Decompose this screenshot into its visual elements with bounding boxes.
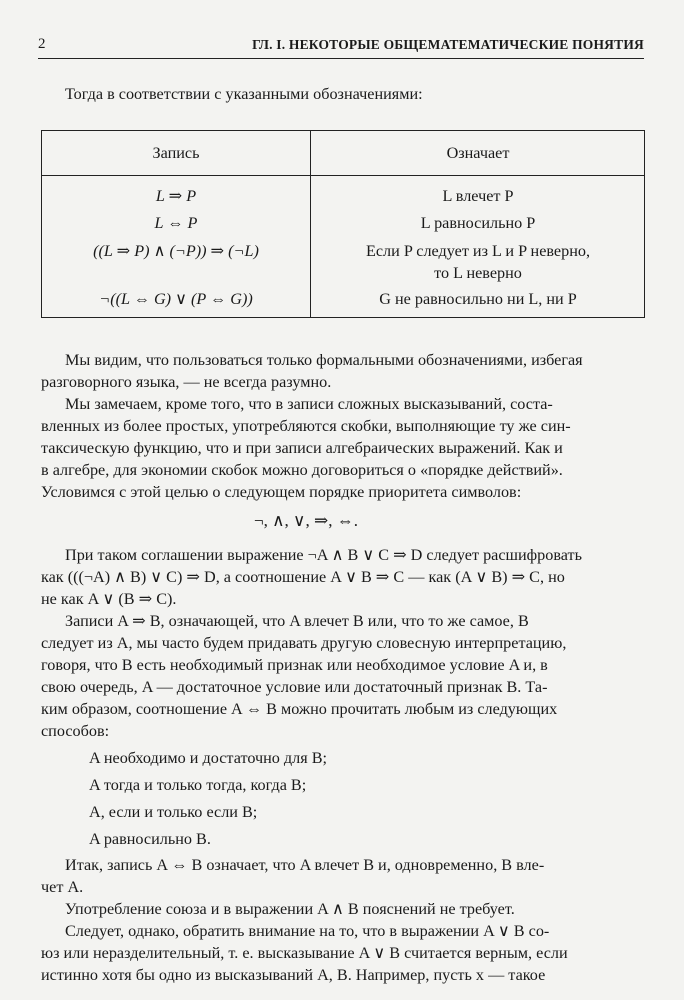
para4-line1: Записи A ⇒ B, означающей, что A влечет B или, что то же самое, B xyxy=(65,612,529,630)
para2-line1: Мы замечаем, кроме того, что в записи сложных высказываний, соста- xyxy=(65,395,553,413)
reading-item-3: A, если и только если B; xyxy=(89,803,258,821)
para5-line2: чет A. xyxy=(41,878,84,896)
table-meaning-4: G не равносильно ни L, ни P xyxy=(379,290,577,308)
reading-item-2: A тогда и только тогда, когда B; xyxy=(89,776,307,794)
running-title: ГЛ. I. НЕКОТОРЫЕ ОБЩЕМАТЕМАТИЧЕСКИЕ ПОНЯТИЯ xyxy=(252,37,644,52)
para4-line5: ким образом, соотношение A ⇔ B можно прочитать любым из следующих xyxy=(41,700,558,718)
para3-line1: При таком соглашении выражение ¬A ∧ B ∨ C ⇒ D следует расшифровать xyxy=(65,546,582,564)
priority-symbols: ¬, ∧, ∨, ⇒, ⇔. xyxy=(254,511,358,530)
para1-line2: разговорного языка, — не всегда разумно. xyxy=(41,373,332,391)
page-header xyxy=(38,36,644,59)
page-number: 2 xyxy=(38,36,46,52)
table-formula-1: L ⇒ P xyxy=(155,187,197,205)
intro-line: Тогда в соответствии с указанными обозначениями: xyxy=(65,85,423,103)
para6-line1: Употребление союза и в выражении A ∧ B пояснений не требует. xyxy=(65,900,515,918)
table-meaning-3a: Если P следует из L и P неверно, xyxy=(365,242,591,260)
table-formula-4: ¬((L ⇔ G) ∨ (P ⇔ G)) xyxy=(99,290,253,308)
reading-item-1: A необходимо и достаточно для B; xyxy=(89,749,328,767)
table-header-record: Запись xyxy=(152,144,200,162)
para7-line1: Следует, однако, обратить внимание на то, что в выражении A ∨ B со- xyxy=(65,922,550,940)
para7-line2: юз или неразделительный, т. е. высказывание A ∨ B считается верным, если xyxy=(41,944,568,962)
para2-line2: вленных из более простых, употребляются скобки, выполняющие ту же син- xyxy=(41,417,571,435)
table-formula-2: L ⇔ P xyxy=(154,214,198,232)
para1-line1: Мы видим, что пользоваться только формальными обозначениями, избегая xyxy=(65,351,583,369)
table-header-meaning: Означает xyxy=(446,144,510,162)
para2-line3: таксическую функцию, что и при записи алгебраических выражений. Как и xyxy=(41,439,563,457)
table-header-rule xyxy=(42,175,644,176)
notation-table xyxy=(41,130,645,318)
table-meaning-1: L влечет P xyxy=(442,187,514,205)
para2-line4: в алгебре, для экономии скобок можно договориться о «порядке действий». xyxy=(41,461,563,479)
para3-line2: как (((¬A) ∧ B) ∨ C) ⇒ D, а соотношение A ∨ B ⇒ C — как (A ∨ B) ⇒ C, но xyxy=(41,568,565,586)
table-meaning-2: L равносильно P xyxy=(420,214,536,232)
para4-line6: способов: xyxy=(41,722,110,740)
reading-item-4: A равносильно B. xyxy=(89,830,211,848)
para4-line4: свою очередь, A — достаточное условие или достаточный признак B. Та- xyxy=(41,678,548,696)
para4-line3: говоря, что B есть необходимый признак или необходимое условие A и, в xyxy=(41,656,548,674)
para4-line2: следует из A, мы часто будем придавать другую словесную интерпретацию, xyxy=(41,634,567,652)
table-formula-3: ((L ⇒ P) ∧ (¬P)) ⇒ (¬L) xyxy=(93,242,259,260)
para3-line3: не как A ∨ (B ⇒ C). xyxy=(41,590,177,608)
para5-line1: Итак, запись A ⇔ B означает, что A влечет B и, одновременно, B вле- xyxy=(65,856,545,874)
table-meaning-3b: то L неверно xyxy=(434,264,522,282)
para2-line5: Условимся с этой целью о следующем порядке приоритета символов: xyxy=(41,483,522,501)
para7-line3: истинно хотя бы одно из высказываний A, B. Например, пусть x — такое xyxy=(41,966,546,984)
